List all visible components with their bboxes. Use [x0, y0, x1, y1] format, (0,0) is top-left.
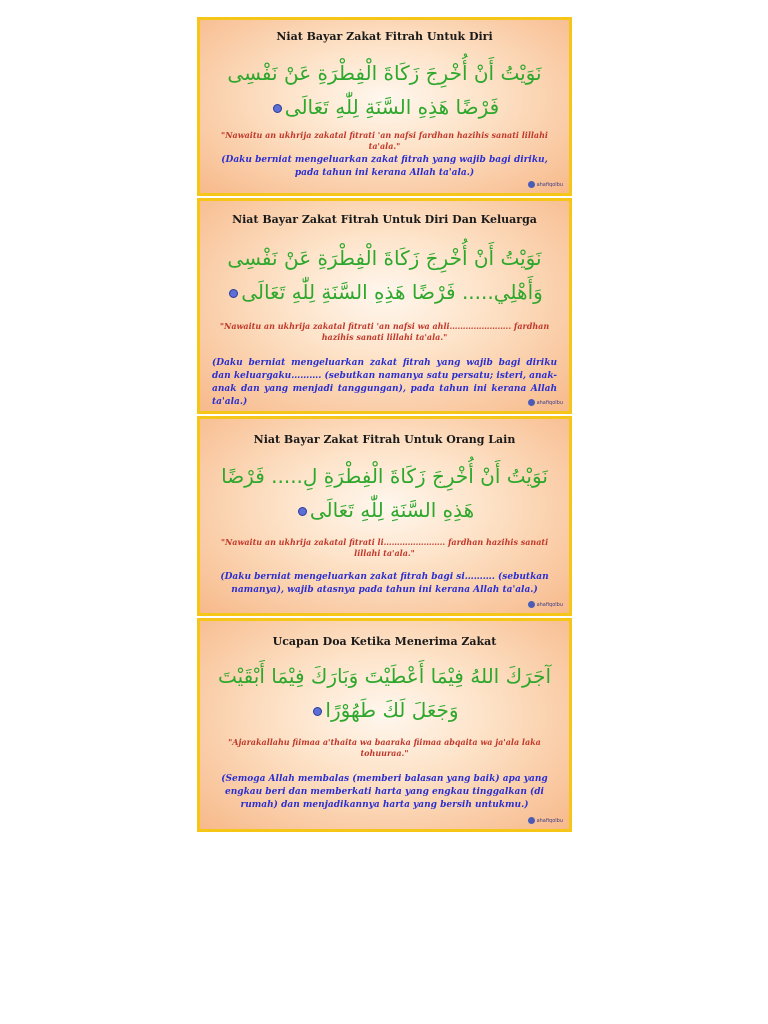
- verse-end-icon: [298, 507, 307, 516]
- transliteration: "Nawaitu an ukhrija zakatal fitrati li………………….. fardhan hazihis sanati lillahi ta'ala.": [220, 537, 549, 558]
- arabic-text: [208, 241, 561, 309]
- watermark: [528, 601, 563, 608]
- verse-end-icon: [273, 104, 282, 113]
- card-title: Niat Bayar Zakat Fitrah Untuk Diri Dan Keluarga: [232, 213, 537, 226]
- verse-end-icon: [313, 707, 322, 716]
- watermark-text: ahafiqolbu: [536, 817, 563, 824]
- meaning: (Daku berniat mengeluarkan zakat fitrah yang wajib bagi diriku dan keluargaku………. (sebutkan namanya satu persatu; isteri, anak-anak dan yang menjadi tanggungan), pada tahun ini kerana Allah ta'ala.): [212, 358, 557, 407]
- card-title: Niat Bayar Zakat Fitrah Untuk Orang Lain: [253, 433, 516, 446]
- transliteration: "Nawaitu an ukhrija zakatal fitrati 'an nafsi fardhan hazihis sanati lillahi ta'ala.": [221, 130, 548, 151]
- transliteration: "Ajarakallahu fiimaa a'thaita wa baaraka fiimaa abqaita wa ja'ala laka tohuuraa.": [228, 737, 541, 758]
- watermark-logo-icon: [528, 181, 535, 188]
- arabic-text: [208, 659, 561, 727]
- transliteration: "Nawaitu an ukhrija zakatal fitrati 'an nafsi wa ahli………………….. fardhan hazihis sanati lillahi ta'ala.": [219, 321, 550, 342]
- card-niat-diri: [197, 17, 572, 196]
- arabic-text: [208, 56, 561, 124]
- watermark-text: ahafiqolbu: [536, 181, 563, 188]
- watermark-text: ahafiqolbu: [536, 601, 563, 608]
- meaning: (Semoga Allah membalas (memberi balasan yang baik) apa yang engkau beri dan memberkati harta yang engkau tinggalkan (di rumah) dan menjadikannya harta yang bersih untukmu.): [221, 774, 548, 810]
- watermark: [528, 399, 563, 406]
- arabic-verse: نَوَيْتُ أَنْ أُخْرِجَ زَكَاةَ الْفِطْرَةِ لِ..... فَرْضًا هَذِهِ السَّنَةِ لِلّٰهِ تَعَالَى: [221, 464, 548, 522]
- watermark-logo-icon: [528, 817, 535, 824]
- arabic-verse: آجَرَكَ اللهُ فِيْمَا أَعْطَيْتَ وَبَارَكَ فِيْمَا أَبْقَيْتَ وَجَعَلَ لَكَ طَهُوْرًا: [217, 664, 552, 722]
- verse-end-icon: [229, 289, 238, 298]
- watermark-logo-icon: [528, 601, 535, 608]
- meaning: (Daku berniat mengeluarkan zakat fitrah yang wajib bagi diriku, pada tahun ini kerana Allah ta'ala.): [221, 155, 548, 178]
- arabic-verse: نَوَيْتُ أَنْ أُخْرِجَ زَكَاةَ الْفِطْرَةِ عَنْ نَفْسِى فَرْضًا هَذِهِ السَّنَةِ لِلّٰهِ تَعَالَى: [227, 61, 542, 119]
- card-doa-menerima-zakat: [197, 618, 572, 832]
- watermark: [528, 181, 563, 188]
- card-niat-orang-lain: [197, 416, 572, 616]
- watermark: [528, 817, 563, 824]
- card-title: Ucapan Doa Ketika Menerima Zakat: [272, 635, 497, 648]
- meaning: (Daku berniat mengeluarkan zakat fitrah bagi si………. (sebutkan namanya), wajib atasnya pada tahun ini kerana Allah ta'ala.): [220, 572, 549, 595]
- watermark-text: ahafiqolbu: [536, 399, 563, 406]
- watermark-logo-icon: [528, 399, 535, 406]
- arabic-text: [208, 459, 561, 527]
- card-niat-diri-keluarga: [197, 198, 572, 414]
- card-title: Niat Bayar Zakat Fitrah Untuk Diri: [276, 30, 493, 43]
- arabic-verse: نَوَيْتُ أَنْ أُخْرِجَ زَكَاةَ الْفِطْرَةِ عَنْ نَفْسِى وَأَهْلِي..... فَرْضًا هَذِهِ السَّنَةِ لِلّٰهِ تَعَالَى: [227, 246, 543, 304]
